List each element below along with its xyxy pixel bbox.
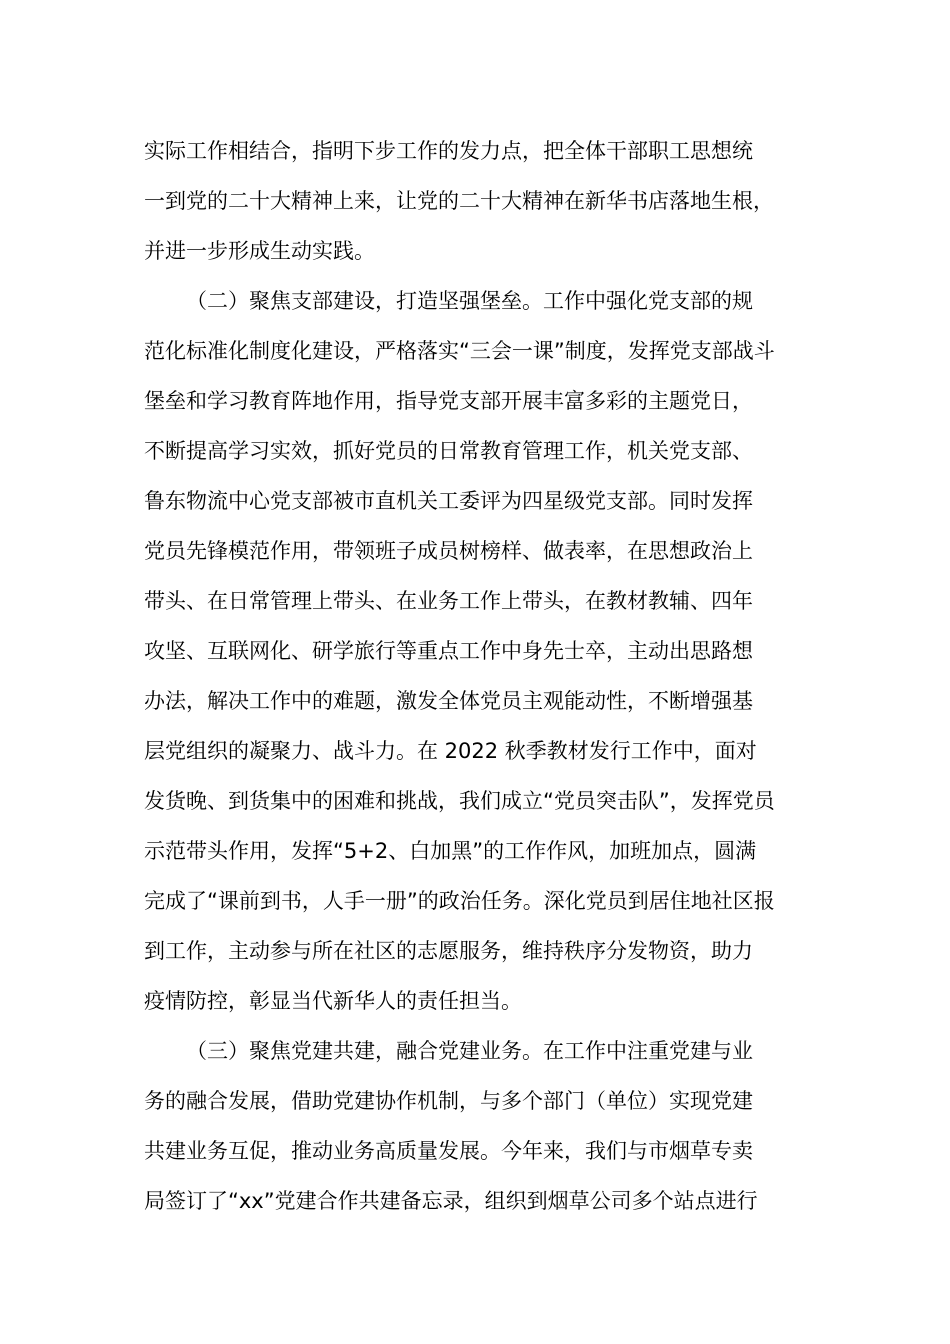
text-line: 到工作，主动参与所在社区的志愿服务，维持秩序分发物资，助力 (144, 939, 753, 963)
text-line: 并进一步形成生动实践。 (144, 239, 375, 263)
text-line: 共建业务互促，推动业务高质量发展。今年来，我们与市烟草专卖 (144, 1139, 753, 1163)
text-line: 攻坚、互联网化、研学旅行等重点工作中身先士卒，主动出思路想 (144, 639, 753, 663)
text-line: 实际工作相结合，指明下步工作的发力点，把全体干部职工思想统 (144, 139, 753, 163)
text-line: 局签订了“xx”党建合作共建备忘录，组织到烟草公司多个站点进行 (144, 1189, 758, 1213)
text-line: 带头、在日常管理上带头、在业务工作上带头，在教材教辅、四年 (144, 589, 753, 613)
text-line: 办法，解决工作中的难题，激发全体党员主观能动性，不断增强基 (144, 689, 753, 713)
text-line: 层党组织的凝聚力、战斗力。在 2022 秋季教材发行工作中，面对 (144, 739, 757, 763)
text-line: 范化标准化制度化建设，严格落实“三会一课”制度，发挥党支部战斗 (144, 339, 775, 363)
text-line: 疫情防控，彰显当代新华人的责任担当。 (144, 989, 522, 1013)
text-line: 示范带头作用，发挥“5+2、白加黑”的工作作风，加班加点，圆满 (144, 839, 757, 863)
text-line: 鲁东物流中心党支部被市直机关工委评为四星级党支部。同时发挥 (144, 489, 753, 513)
text-line: 务的融合发展，借助党建协作机制，与多个部门（单位）实现党建 (144, 1089, 753, 1113)
text-line: 完成了“课前到书，人手一册”的政治任务。深化党员到居住地社区报 (144, 889, 775, 913)
text-line: 党员先锋模范作用，带领班子成员树榜样、做表率，在思想政治上 (144, 539, 753, 563)
paragraph-3-first-line: （三）聚焦党建共建，融合党建业务。在工作中注重党建与业 (186, 1039, 753, 1063)
text-line: 堡垒和学习教育阵地作用，指导党支部开展丰富多彩的主题党日， (144, 389, 753, 413)
paragraph-2-first-line: （二）聚焦支部建设，打造坚强堡垒。工作中强化党支部的规 (186, 289, 753, 313)
text-line: 发货晚、到货集中的困难和挑战，我们成立“党员突击队”，发挥党员 (144, 789, 775, 813)
text-line: 一到党的二十大精神上来，让党的二十大精神在新华书店落地生根， (144, 189, 774, 213)
text-line: 不断提高学习实效，抓好党员的日常教育管理工作，机关党支部、 (144, 439, 753, 463)
